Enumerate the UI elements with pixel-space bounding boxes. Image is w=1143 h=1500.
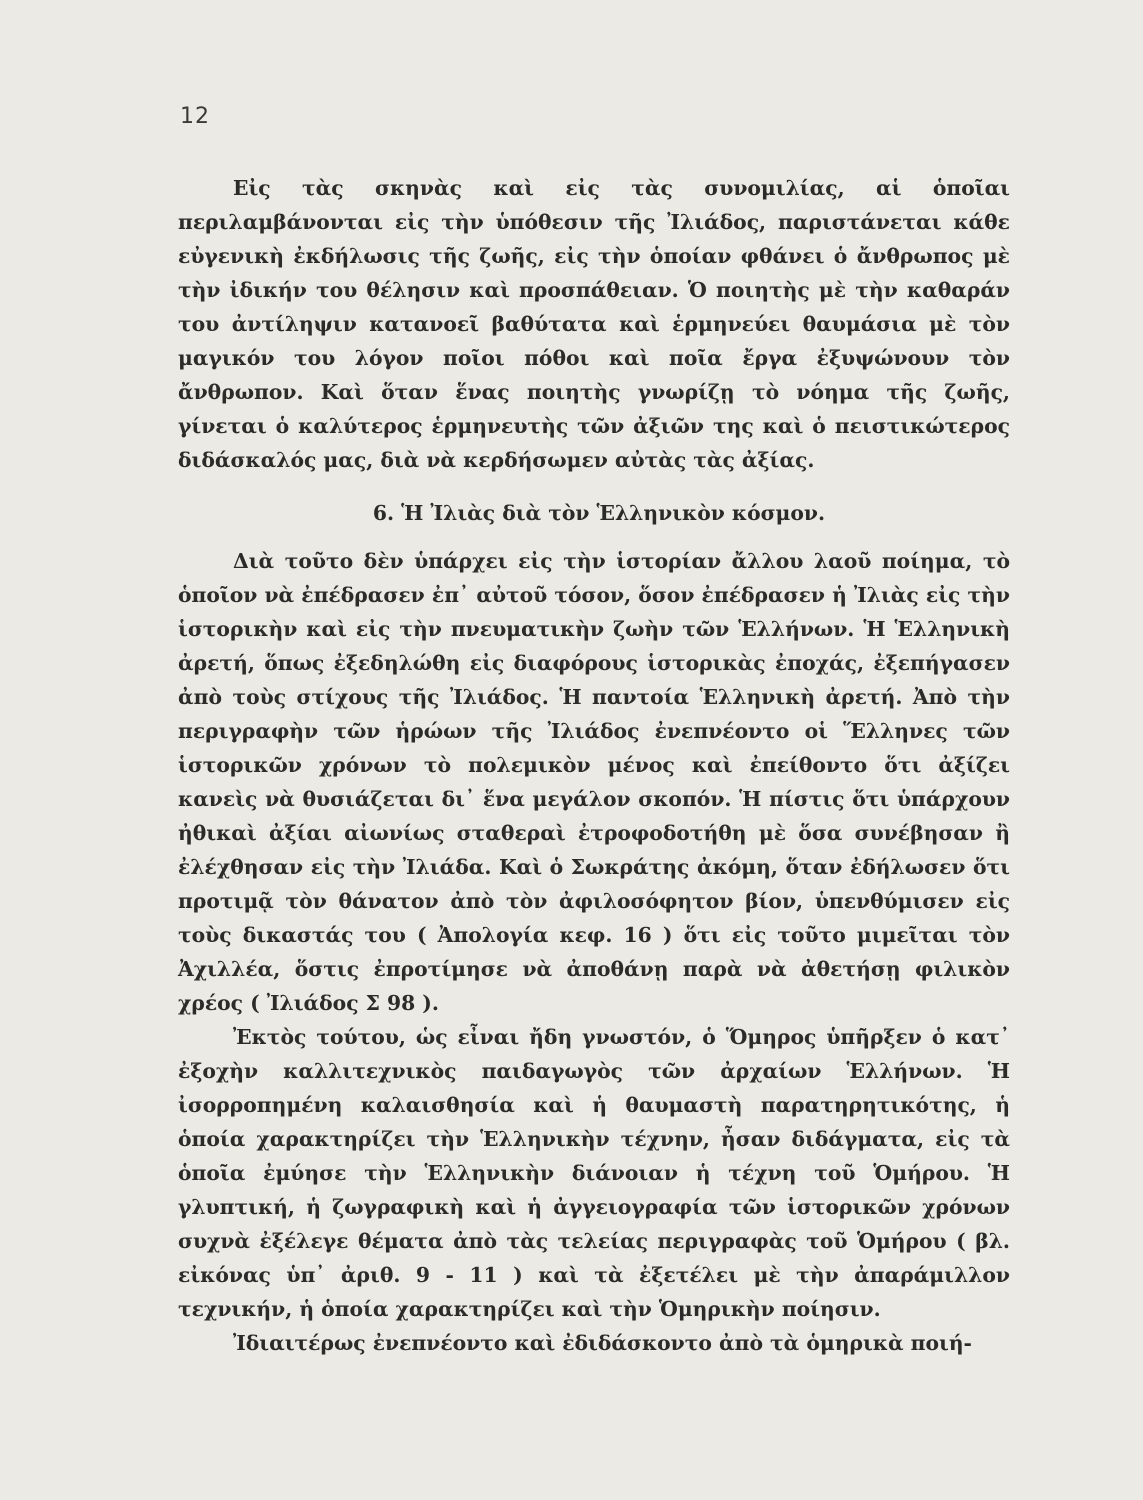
page-number: 12 <box>180 104 210 129</box>
paragraph: Εἰς τὰς σκηνὰς καὶ εἰς τὰς συνομιλίας, αἱ ὁποῖαι περιλαμβάνονται εἰς τὴν ὑπόθεσιν τῆς Ἰλιάδος, παριστάνεται κάθε εὐγενικὴ ἐκδήλωσις τῆς ζωῆς, εἰς τὴν ὁποίαν φθάνει ὁ ἄνθρωπος μὲ τὴν ἰδικήν του θέλησιν καὶ προσπάθειαν. Ὁ ποιητὴς μὲ τὴν καθαράν του ἀντίληψιν κατανοεῖ βαθύτατα καὶ ἑρμηνεύει θαυμάσια μὲ τὸν μαγικόν του λόγον ποῖοι πόθοι καὶ ποῖα ἔργα ἐξυψώνουν τὸν ἄνθρωπον. Καὶ ὅταν ἕνας ποιητὴς γνωρίζῃ τὸ νόημα τῆς ζωῆς, γίνεται ὁ καλύτερος ἑρμηνευτὴς τῶν ἀξιῶν της καὶ ὁ πειστικώτερος διδάσκαλός μας, διὰ νὰ κερδήσωμεν αὐτὰς τὰς ἀξίας. <box>178 176 1010 472</box>
paragraph: Ἐκτὸς τούτου, ὡς εἶναι ἤδη γνωστόν, ὁ Ὅμηρος ὑπῆρξεν ὁ κατ᾽ ἐξοχὴν καλλιτεχνικὸς παιδαγωγὸς τῶν ἀρχαίων Ἑλλήνων. Ἡ ἰσορροπημένη καλαισθησία καὶ ἡ θαυμαστὴ παρατηρητικότης, ἡ ὁποία χαρακτηρίζει τὴν Ἑλληνικὴν τέχνην, ἦσαν διδάγματα, εἰς τὰ ὁποῖα ἐμύησε τὴν Ἑλληνικὴν διάνοιαν ἡ τέχνη τοῦ Ὁμήρου. Ἡ γλυπτική, ἡ ζωγραφικὴ καὶ ἡ ἀγγειογραφία τῶν ἱστορικῶν χρόνων συχνὰ ἐξέλεγε θέματα ἀπὸ τὰς τελείας περιγραφὰς τοῦ Ὁμήρου ( βλ. εἰκόνας ὑπ᾽ ἀριθ. 9 - 11 ) καὶ τὰ ἐξετέλει μὲ τὴν ἀπαράμιλλον τεχνικήν, ἡ ὁποία χαρακτηρίζει καὶ τὴν Ὁμηρικὴν ποίησιν. <box>178 1025 1010 1321</box>
paragraph: Ἰδιαιτέρως ἐνεπνέοντο καὶ ἐδιδάσκοντο ἀπὸ τὰ ὁμηρικὰ ποιή- <box>233 1331 972 1355</box>
body-text <box>178 171 1010 1360</box>
section-heading: 6. Ἡ Ἰλιὰς διὰ τὸν Ἑλληνικὸν κόσμον. <box>372 501 826 525</box>
paragraph: Διὰ τοῦτο δὲν ὑπάρχει εἰς τὴν ἱστορίαν ἄλλου λαοῦ ποίημα, τὸ ὁποῖον νὰ ἐπέδρασεν ἐπ᾽ αὐτοῦ τόσον, ὅσον ἐπέδρασεν ἡ Ἰλιὰς εἰς τὴν ἱστορικὴν καὶ εἰς τὴν πνευματικὴν ζωὴν τῶν Ἑλλήνων. Ἡ Ἑλληνικὴ ἀρετή, ὅπως ἐξεδηλώθη εἰς διαφόρους ἱστορικὰς ἐποχάς, ἐξεπήγασεν ἀπὸ τοὺς στίχους τῆς Ἰλιάδος. Ἡ παντοία Ἑλληνικὴ ἀρετή. Ἀπὸ τὴν περιγραφὴν τῶν ἡρώων τῆς Ἰλιάδος ἐνεπνέοντο οἱ Ἕλληνες τῶν ἱστορικῶν χρόνων τὸ πολεμικὸν μένος καὶ ἐπείθοντο ὅτι ἀξίζει κανεὶς νὰ θυσιάζεται δι᾽ ἕνα μεγάλον σκοπόν. Ἡ πίστις ὅτι ὑπάρχουν ἠθικαὶ ἀξίαι αἰωνίως σταθεραὶ ἐτροφοδοτήθη μὲ ὅσα συνέβησαν ἢ ἐλέχθησαν εἰς τὴν Ἰλιάδα. Καὶ ὁ Σωκράτης ἀκόμη, ὅταν ἐδήλωσεν ὅτι προτιμᾷ τὸν θάνατον ἀπὸ τὸν ἀφιλοσόφητον βίον, ὑπενθύμισεν εἰς τοὺς δικαστάς του ( Ἀπολογία κεφ. 16 ) ὅτι εἰς τοῦτο μιμεῖται τὸν Ἀχιλλέα, ὅστις ἐπροτίμησε νὰ ἀποθάνῃ παρὰ νὰ ἀθετήσῃ φιλικὸν χρέος ( Ἰλιάδος Σ 98 ). <box>178 549 1010 1015</box>
